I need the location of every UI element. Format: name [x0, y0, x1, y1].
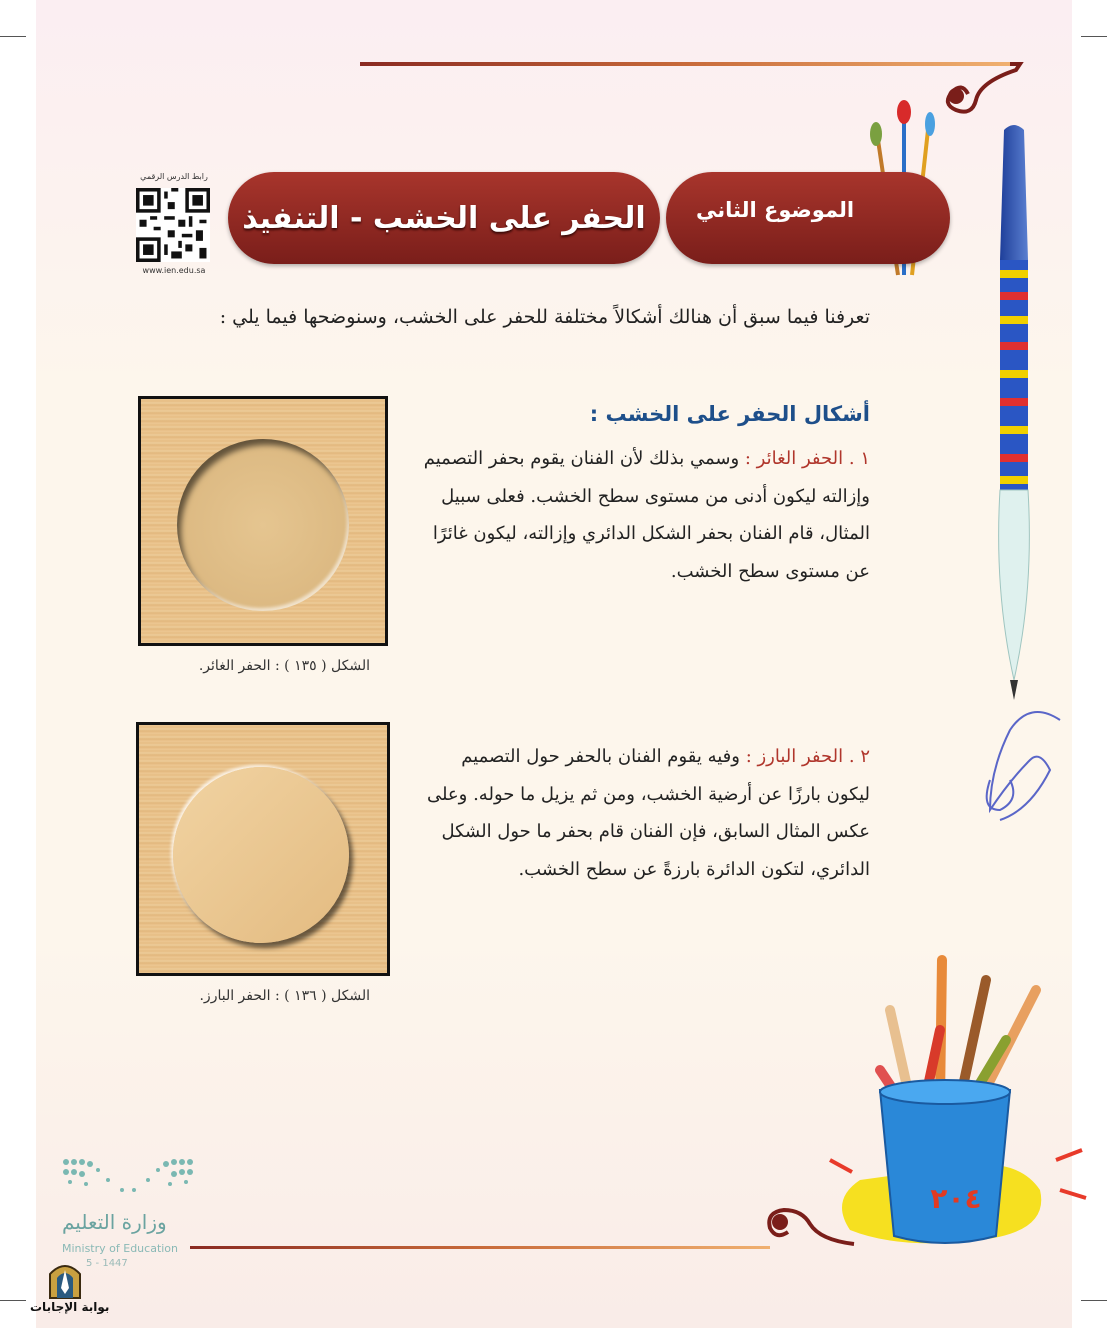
ministry-name-english: Ministry of Education: [62, 1242, 179, 1255]
intro-paragraph: تعرفنا فيما سبق أن هنالك أشكالاً مختلفة للحفر على الخشب، وسنوضحها فيما يلي :: [219, 306, 870, 328]
top-frame-line: [360, 62, 1010, 66]
figure-relief-carving: [136, 722, 390, 976]
crop-mark: [0, 36, 26, 37]
lesson-title-banner: [228, 172, 660, 264]
ministry-logo-icon: [62, 1156, 198, 1200]
qr-caption: رابط الدرس الرقمي: [140, 172, 208, 181]
list-item: [418, 440, 870, 590]
lesson-title: الحفر على الخشب - التنفيذ: [242, 200, 646, 236]
sunken-circle: [177, 439, 349, 611]
crop-mark: [1081, 36, 1107, 37]
item-term: الحفر البارز :: [745, 746, 844, 767]
item-term: الحفر الغائر :: [744, 448, 844, 469]
edition-year: 5 - 1447: [86, 1258, 128, 1269]
crop-mark: [0, 1300, 26, 1301]
item-number: ٢ .: [848, 746, 870, 767]
bottom-frame-line: [190, 1246, 770, 1249]
ministry-name-arabic: وزارة التعليم: [62, 1210, 167, 1234]
qr-url: www.ien.edu.sa: [142, 266, 206, 275]
item-body: وفيه يقوم الفنان بالحفر حول التصميم ليكون بارزًا عن أرضية الخشب، ومن ثم يزيل ما حوله. وعلى عكس المثال السابق، فإن الفنان قام بحفر ما حول الشكل الدائري، لتكون الدائرة بارزةً عن سطح الخشب.: [426, 746, 870, 880]
item-body: وسمي بذلك لأن الفنان يقوم بحفر التصميم وإزالته ليكون أدنى من مستوى سطح الخشب. فعلى سبيل المثال، قام الفنان بحفر الشكل الدائري وإزالته، ليكون غائرًا عن مستوى سطح الخشب.: [423, 448, 870, 582]
crop-mark: [1081, 1300, 1107, 1301]
page-number: ٢٠٤: [930, 1182, 982, 1215]
figure-caption: الشكل ( ١٣٦ ) : الحفر البارز.: [199, 988, 370, 1004]
topic-label: الموضوع الثاني: [696, 198, 855, 222]
section-heading: أشكال الحفر على الخشب :: [589, 402, 870, 426]
list-item: [418, 738, 870, 888]
figure-caption: الشكل ( ١٣٥ ) : الحفر الغائر.: [198, 658, 370, 674]
portal-name: بوابة الإجابات: [30, 1300, 110, 1314]
item-number: ١ .: [848, 448, 870, 469]
figure-sunken-carving: [138, 396, 388, 646]
portal-logo-icon: [44, 1258, 86, 1300]
raised-circle: [173, 767, 349, 943]
pen-illustration: [970, 120, 1080, 860]
topic-banner: [666, 172, 950, 264]
qr-code-icon[interactable]: [136, 188, 210, 262]
